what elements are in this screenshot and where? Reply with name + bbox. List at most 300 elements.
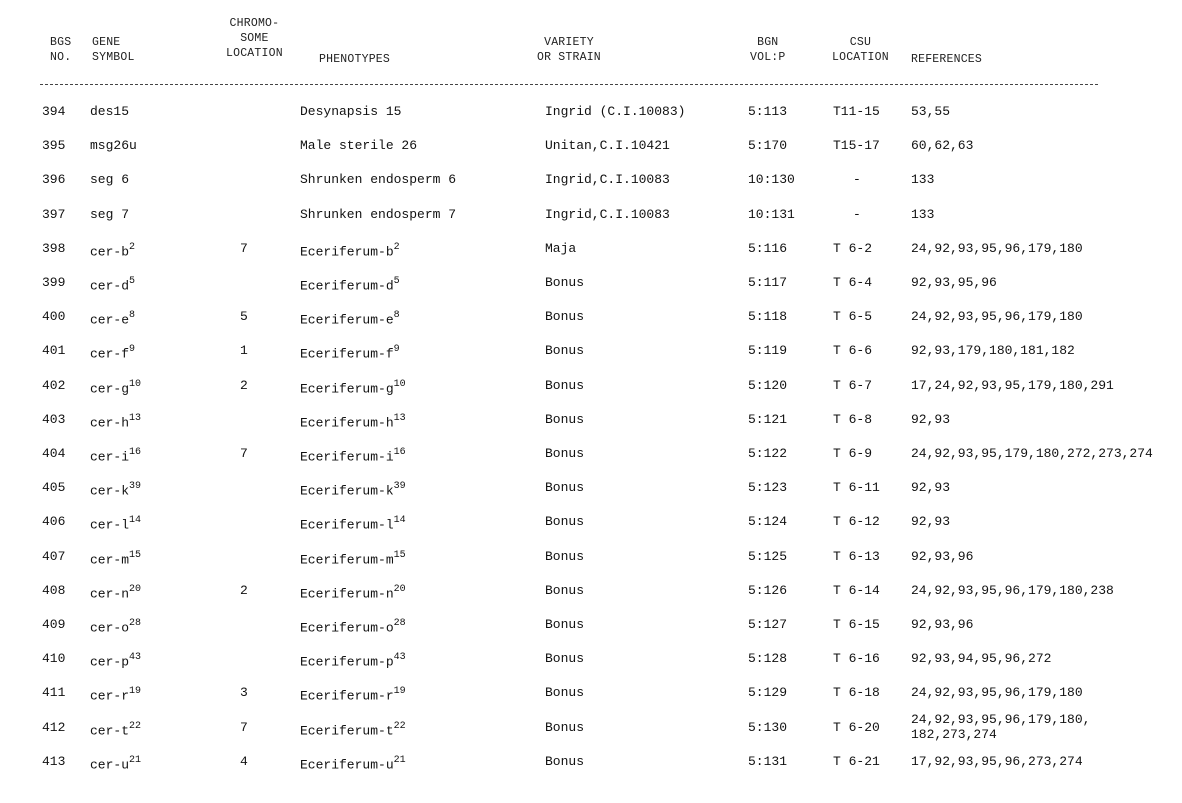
- chromosome-location-cell-text: 7: [240, 240, 248, 256]
- chromosome-location-cell: [240, 720, 248, 736]
- references-cell-text: 17,24,92,93,95,179,180,291: [911, 377, 1114, 393]
- phenotype-cell-text: Eceriferum-p: [300, 654, 394, 670]
- gene-symbol-cell-text: des15: [90, 104, 130, 119]
- references-cell: [911, 480, 950, 496]
- references-cell-text: 53,55: [911, 104, 951, 119]
- bgs-no-cell-text: 397: [42, 206, 66, 222]
- variety-cell: [545, 104, 685, 120]
- bgs-no-cell: [42, 275, 65, 291]
- gene-symbol-cell: [90, 207, 129, 223]
- gene-symbol-cell: [90, 480, 141, 499]
- csu-location-cell: [833, 104, 880, 120]
- csu-location-cell-text: T 6-2: [833, 240, 873, 256]
- phenotype-cell-text: Eceriferum-l: [300, 517, 394, 533]
- gene-symbol-cell: [90, 104, 129, 120]
- gene-symbol-cell-text: cer-o: [90, 620, 130, 636]
- gene-symbol-cell-text: cer-g: [90, 380, 130, 396]
- phenotype-cell: [300, 172, 456, 188]
- header-csu: CSU LOCATION: [832, 36, 889, 64]
- bgs-no-cell: [42, 446, 65, 462]
- csu-location-cell-text: T 6-16: [833, 651, 880, 667]
- gene-symbol-cell-superscript: 2: [129, 241, 136, 253]
- phenotype-cell: [300, 480, 406, 499]
- variety-cell: [545, 309, 584, 325]
- phenotype-cell-text: Shrunken endosperm 6: [300, 172, 457, 188]
- bgn-cell-text: 5:130: [748, 719, 788, 735]
- references-cell: [911, 412, 950, 428]
- phenotype-cell: [300, 412, 406, 431]
- csu-location-cell: [833, 549, 880, 565]
- references-cell: [911, 104, 950, 120]
- csu-location-cell: [833, 138, 880, 154]
- csu-location-cell: [853, 207, 861, 223]
- phenotype-cell-superscript: 15: [393, 549, 406, 561]
- phenotype-cell-superscript: 22: [393, 720, 406, 732]
- chromosome-location-cell: [240, 241, 248, 257]
- bgs-no-cell: [42, 207, 65, 223]
- gene-symbol-cell-text: cer-n: [90, 586, 130, 602]
- bgs-no-cell: [42, 412, 65, 428]
- gene-symbol-cell: [90, 651, 141, 670]
- bgs-no-cell-text: 401: [42, 343, 66, 359]
- csu-location-cell: [833, 754, 880, 770]
- references-cell-text: 133: [911, 172, 935, 188]
- csu-location-cell-text: T 6-4: [833, 275, 873, 290]
- bgn-cell-text: 5:113: [748, 104, 788, 119]
- phenotype-cell-superscript: 5: [393, 276, 400, 287]
- bgn-cell: [748, 412, 787, 428]
- bgs-no-cell: [42, 309, 65, 325]
- bgn-cell-text: 5:127: [748, 617, 788, 632]
- references-cell: [911, 549, 973, 565]
- phenotype-cell-text: Eceriferum-t: [300, 722, 394, 738]
- bgn-cell: [748, 343, 787, 359]
- variety-cell: [545, 172, 670, 188]
- phenotype-cell: [300, 720, 406, 739]
- phenotype-cell: [300, 309, 400, 328]
- variety-cell: [545, 343, 584, 359]
- variety-cell-text: Ingrid,C.I.10083: [545, 206, 670, 222]
- bgn-cell: [748, 446, 787, 462]
- gene-symbol-cell-superscript: 10: [129, 378, 142, 390]
- gene-symbol-cell-superscript: 9: [129, 344, 136, 356]
- variety-cell: [545, 241, 576, 257]
- csu-location-cell: [833, 685, 880, 701]
- csu-location-cell-text: T11-15: [833, 104, 880, 119]
- phenotype-cell: [300, 104, 401, 120]
- bgn-cell: [748, 617, 787, 633]
- chromosome-location-cell-text: 7: [240, 719, 248, 735]
- variety-cell: [545, 617, 584, 633]
- phenotype-cell-text: Eceriferum-i: [300, 449, 394, 465]
- references-cell: [911, 712, 1090, 742]
- gene-symbol-cell-text: seg 7: [90, 206, 130, 222]
- bgs-no-cell: [42, 343, 65, 359]
- bgs-no-cell-text: 403: [42, 411, 66, 427]
- phenotype-cell-text: Eceriferum-g: [300, 380, 394, 396]
- phenotype-cell-text: Desynapsis 15: [300, 104, 402, 119]
- references-cell-text: 133: [911, 206, 935, 222]
- bgs-no-cell-text: 396: [42, 172, 66, 188]
- gene-symbol-cell-text: cer-t: [90, 722, 130, 738]
- phenotype-cell: [300, 138, 417, 154]
- phenotype-cell: [300, 446, 406, 465]
- bgn-cell-text: 5:128: [748, 651, 788, 667]
- csu-location-cell-text: T 6-8: [833, 411, 873, 427]
- references-cell: [911, 651, 1051, 667]
- variety-cell: [545, 685, 584, 701]
- gene-symbol-cell: [90, 343, 135, 362]
- csu-location-cell-text: T 6-7: [833, 377, 873, 393]
- phenotype-cell-superscript: 14: [393, 515, 406, 527]
- csu-location-cell-text: T 6-21: [833, 753, 880, 769]
- references-cell: [911, 583, 1114, 599]
- phenotype-cell: [300, 241, 400, 260]
- gene-symbol-cell: [90, 720, 141, 739]
- bgn-cell-text: 5:123: [748, 480, 788, 496]
- bgs-no-cell-text: 407: [42, 548, 66, 564]
- variety-cell-text: Bonus: [545, 377, 585, 393]
- bgn-cell: [748, 754, 787, 770]
- csu-location-cell-text: T 6-20: [833, 719, 880, 735]
- csu-location-cell: [833, 412, 872, 428]
- phenotype-cell-superscript: 16: [393, 447, 406, 458]
- bgn-cell-text: 5:124: [748, 514, 788, 530]
- references-cell-text: 92,93,96: [911, 548, 974, 564]
- bgs-no-cell-text: 402: [42, 377, 66, 393]
- gene-symbol-cell-text: cer-d: [90, 278, 130, 294]
- csu-location-cell: [833, 275, 872, 291]
- references-cell-text: 92,93: [911, 411, 951, 427]
- gene-symbol-cell-text: cer-e: [90, 312, 130, 328]
- csu-location-cell-text: -: [853, 206, 861, 222]
- bgn-cell: [748, 480, 787, 496]
- bgn-cell: [748, 241, 787, 257]
- header-phenotypes: PHENOTYPES: [319, 53, 391, 66]
- csu-location-cell-text: T 6-14: [833, 582, 880, 598]
- bgs-no-cell-text: 394: [42, 104, 66, 119]
- phenotype-cell-text: Shrunken endosperm 7: [300, 206, 457, 222]
- csu-location-cell: [833, 720, 880, 736]
- csu-location-cell: [833, 446, 872, 462]
- gene-symbol-cell: [90, 617, 141, 636]
- bgn-cell: [748, 172, 795, 188]
- phenotype-cell-superscript: 13: [393, 412, 406, 424]
- variety-cell: [545, 583, 584, 599]
- variety-cell: [545, 720, 584, 736]
- references-cell-text: 24,92,93,95,96,179,180: [911, 240, 1083, 256]
- header-references: REFERENCES: [911, 53, 983, 66]
- gene-symbol-cell-text: cer-b: [90, 244, 130, 260]
- bgn-cell: [748, 685, 787, 701]
- variety-cell-text: Bonus: [545, 343, 585, 359]
- references-cell: [911, 617, 973, 633]
- phenotype-cell: [300, 583, 406, 602]
- bgn-cell-text: 5:121: [748, 411, 788, 427]
- references-cell: [911, 309, 1083, 325]
- phenotype-cell-text: Eceriferum-m: [300, 551, 394, 567]
- chromosome-location-cell-text: 5: [240, 309, 248, 325]
- csu-location-cell: [833, 343, 872, 359]
- phenotype-cell-text: Eceriferum-b: [300, 244, 394, 260]
- bgn-cell-text: 10:131: [748, 206, 795, 222]
- phenotype-cell-text: Eceriferum-f: [300, 346, 394, 362]
- csu-location-cell: [833, 651, 880, 667]
- chromosome-location-cell-text: 3: [240, 685, 248, 701]
- gene-symbol-cell-superscript: 43: [129, 652, 142, 664]
- bgs-no-cell-text: 409: [42, 617, 66, 632]
- csu-location-cell: [833, 583, 880, 599]
- header-divider: [40, 84, 1098, 85]
- references-cell: [911, 754, 1083, 770]
- references-cell-text: 24,92,93,95,96,179,180,238: [911, 582, 1114, 598]
- gene-symbol-cell-text: cer-i: [90, 449, 130, 465]
- bgs-no-cell-text: 404: [42, 446, 66, 461]
- variety-cell-text: Bonus: [545, 411, 585, 427]
- gene-symbol-cell-superscript: 20: [129, 583, 142, 595]
- phenotype-cell: [300, 378, 406, 397]
- gene-symbol-cell-superscript: 5: [129, 276, 136, 287]
- csu-location-cell-text: T 6-13: [833, 548, 880, 564]
- gene-symbol-cell-superscript: 19: [129, 686, 142, 698]
- references-cell: [911, 275, 997, 291]
- csu-location-cell-text: T 6-5: [833, 309, 873, 325]
- variety-cell-text: Bonus: [545, 719, 585, 735]
- variety-cell-text: Bonus: [545, 753, 585, 769]
- bgs-no-cell-text: 399: [42, 275, 66, 290]
- references-cell-text: 92,93,94,95,96,272: [911, 651, 1052, 667]
- chromosome-location-cell: [240, 685, 248, 701]
- variety-cell: [545, 207, 670, 223]
- variety-cell: [545, 754, 584, 770]
- references-cell-text: 92,93,179,180,181,182: [911, 343, 1075, 359]
- bgn-cell-text: 10:130: [748, 172, 795, 188]
- bgn-cell-text: 5:119: [748, 343, 788, 359]
- phenotype-cell-superscript: 21: [393, 754, 406, 766]
- references-cell-text: 92,93,96: [911, 617, 974, 632]
- gene-symbol-cell: [90, 549, 141, 568]
- bgn-cell-text: 5:117: [748, 275, 788, 290]
- variety-cell-text: Bonus: [545, 514, 585, 530]
- variety-cell: [545, 514, 584, 530]
- gene-symbol-cell-text: cer-p: [90, 654, 130, 670]
- bgs-no-cell-text: 405: [42, 480, 66, 496]
- csu-location-cell: [833, 617, 880, 633]
- variety-cell: [545, 275, 584, 291]
- csu-location-cell: [833, 309, 872, 325]
- gene-symbol-cell-superscript: 16: [129, 447, 142, 458]
- variety-cell-text: Bonus: [545, 651, 585, 667]
- bgs-no-cell-text: 413: [42, 753, 66, 769]
- bgn-cell: [748, 104, 787, 120]
- phenotype-cell: [300, 207, 456, 223]
- references-cell: [911, 241, 1083, 257]
- header-variety: VARIETY OR STRAIN: [537, 36, 601, 64]
- bgs-no-cell-text: 408: [42, 582, 66, 598]
- chromosome-location-cell: [240, 343, 248, 359]
- bgn-cell: [748, 720, 787, 736]
- bgn-cell: [748, 275, 787, 291]
- bgs-no-cell-text: 411: [42, 685, 66, 701]
- gene-symbol-cell-text: cer-u: [90, 757, 130, 773]
- phenotype-cell-superscript: 9: [393, 344, 400, 356]
- header-bgs-no: BGS NO.: [50, 36, 72, 64]
- bgn-cell: [748, 309, 787, 325]
- gene-symbol-cell-superscript: 28: [129, 618, 142, 629]
- csu-location-cell: [833, 480, 880, 496]
- header-gene-symbol: GENE SYMBOL: [92, 36, 135, 64]
- bgs-no-cell: [42, 549, 65, 565]
- csu-location-cell: [833, 378, 872, 394]
- phenotype-cell-superscript: 2: [393, 241, 400, 253]
- references-cell-text: 24,92,93,95,96,179,180: [911, 685, 1083, 701]
- variety-cell-text: Bonus: [545, 275, 585, 290]
- gene-symbol-cell-text: cer-m: [90, 551, 130, 567]
- bgn-cell-text: 5:116: [748, 240, 788, 256]
- bgs-no-cell: [42, 241, 65, 257]
- bgn-cell-text: 5:120: [748, 377, 788, 393]
- gene-symbol-cell-text: cer-h: [90, 415, 130, 431]
- bgn-cell: [748, 549, 787, 565]
- bgn-cell-text: 5:131: [748, 753, 788, 769]
- variety-cell: [545, 138, 670, 154]
- bgs-no-cell: [42, 514, 65, 530]
- references-cell: [911, 138, 973, 154]
- variety-cell: [545, 651, 584, 667]
- header-bgn: BGN VOL:P: [750, 36, 786, 64]
- bgs-no-cell: [42, 583, 65, 599]
- csu-location-cell: [833, 241, 872, 257]
- phenotype-cell-superscript: 19: [393, 686, 406, 698]
- gene-symbol-cell-superscript: 22: [129, 720, 142, 732]
- references-cell: [911, 446, 1153, 462]
- gene-symbol-cell-superscript: 13: [129, 412, 142, 424]
- phenotype-cell-text: Male sterile 26: [300, 138, 418, 154]
- gene-symbol-cell-superscript: 15: [129, 549, 142, 561]
- chromosome-location-cell-text: 4: [240, 753, 248, 769]
- references-cell-text: 24,92,93,95,96,179,180: [911, 309, 1083, 325]
- phenotype-cell-superscript: 39: [393, 481, 406, 493]
- phenotype-cell: [300, 754, 406, 773]
- chromosome-location-cell-text: 7: [240, 446, 248, 461]
- phenotype-cell-superscript: 10: [393, 378, 406, 390]
- chromosome-location-cell: [240, 583, 248, 599]
- phenotype-cell: [300, 549, 406, 568]
- references-cell: [911, 343, 1075, 359]
- bgn-cell: [748, 378, 787, 394]
- phenotype-cell-superscript: 28: [393, 618, 406, 629]
- csu-location-cell-text: -: [853, 172, 861, 188]
- csu-location-cell-text: T 6-12: [833, 514, 880, 530]
- references-cell: [911, 172, 934, 188]
- gene-symbol-cell: [90, 172, 129, 188]
- gene-symbol-cell: [90, 514, 141, 533]
- gene-symbol-cell: [90, 275, 135, 294]
- phenotype-cell-superscript: 43: [393, 652, 406, 664]
- phenotype-cell-text: Eceriferum-k: [300, 483, 394, 499]
- phenotype-cell-text: Eceriferum-r: [300, 688, 394, 704]
- chromosome-location-cell-text: 2: [240, 582, 248, 598]
- chromosome-location-cell: [240, 378, 248, 394]
- phenotype-cell-text: Eceriferum-n: [300, 586, 394, 602]
- bgs-no-cell-text: 406: [42, 514, 66, 530]
- gene-symbol-cell-text: cer-k: [90, 483, 130, 499]
- gene-symbol-cell-superscript: 14: [129, 515, 142, 527]
- bgn-cell: [748, 514, 787, 530]
- header-chromosome-location: CHROMO- SOME LOCATION: [226, 17, 283, 60]
- variety-cell: [545, 378, 584, 394]
- bgn-cell-text: 5:129: [748, 685, 788, 701]
- variety-cell: [545, 549, 584, 565]
- phenotype-cell: [300, 343, 400, 362]
- gene-symbol-cell: [90, 583, 141, 602]
- csu-location-cell-text: T 6-15: [833, 617, 880, 632]
- gene-symbol-cell: [90, 241, 135, 260]
- references-cell-text: 92,93,95,96: [911, 275, 997, 290]
- gene-symbol-cell-text: cer-l: [90, 517, 130, 533]
- csu-location-cell: [853, 172, 861, 188]
- gene-symbol-cell: [90, 446, 141, 465]
- chromosome-location-cell: [240, 309, 248, 325]
- chromosome-location-cell-text: 2: [240, 377, 248, 393]
- gene-symbol-cell: [90, 138, 137, 154]
- bgs-no-cell: [42, 754, 65, 770]
- variety-cell-text: Unitan,C.I.10421: [545, 138, 670, 154]
- phenotype-cell-text: Eceriferum-o: [300, 620, 394, 636]
- gene-symbol-cell-text: cer-r: [90, 688, 130, 704]
- bgs-no-cell: [42, 172, 65, 188]
- bgn-cell: [748, 207, 795, 223]
- variety-cell-text: Bonus: [545, 582, 585, 598]
- phenotype-cell-text: Eceriferum-e: [300, 312, 394, 328]
- bgn-cell-text: 5:118: [748, 309, 788, 325]
- gene-symbol-cell: [90, 754, 141, 773]
- bgs-no-cell-text: 412: [42, 719, 66, 735]
- phenotype-cell-superscript: 8: [393, 310, 400, 322]
- variety-cell-text: Bonus: [545, 446, 585, 461]
- gene-symbol-cell: [90, 309, 135, 328]
- references-cell: [911, 514, 950, 530]
- csu-location-cell-text: T15-17: [833, 138, 880, 154]
- phenotype-cell: [300, 617, 406, 636]
- gene-symbol-cell-superscript: 21: [129, 754, 142, 766]
- bgs-no-cell: [42, 138, 65, 154]
- gene-symbol-cell: [90, 412, 141, 431]
- chromosome-location-cell: [240, 446, 248, 462]
- references-cell-text: 24,92,93,95,96,179,180, 182,273,274: [911, 711, 1091, 742]
- variety-cell: [545, 446, 584, 462]
- bgn-cell: [748, 583, 787, 599]
- references-cell-text: 92,93: [911, 480, 951, 496]
- variety-cell-text: Bonus: [545, 309, 585, 325]
- phenotype-cell-text: Eceriferum-u: [300, 757, 394, 773]
- bgn-cell-text: 5:125: [748, 548, 788, 564]
- bgn-cell: [748, 138, 787, 154]
- bgs-no-cell: [42, 104, 65, 120]
- bgn-cell-text: 5:122: [748, 446, 788, 461]
- bgs-no-cell: [42, 651, 65, 667]
- bgn-cell-text: 5:126: [748, 582, 788, 598]
- bgs-no-cell: [42, 480, 65, 496]
- variety-cell-text: Maja: [545, 240, 577, 256]
- csu-location-cell-text: T 6-9: [833, 446, 873, 461]
- bgs-no-cell: [42, 378, 65, 394]
- bgs-no-cell-text: 395: [42, 138, 66, 154]
- gene-symbol-cell: [90, 685, 141, 704]
- chromosome-location-cell: [240, 754, 248, 770]
- csu-location-cell-text: T 6-6: [833, 343, 873, 359]
- csu-location-cell-text: T 6-18: [833, 685, 880, 701]
